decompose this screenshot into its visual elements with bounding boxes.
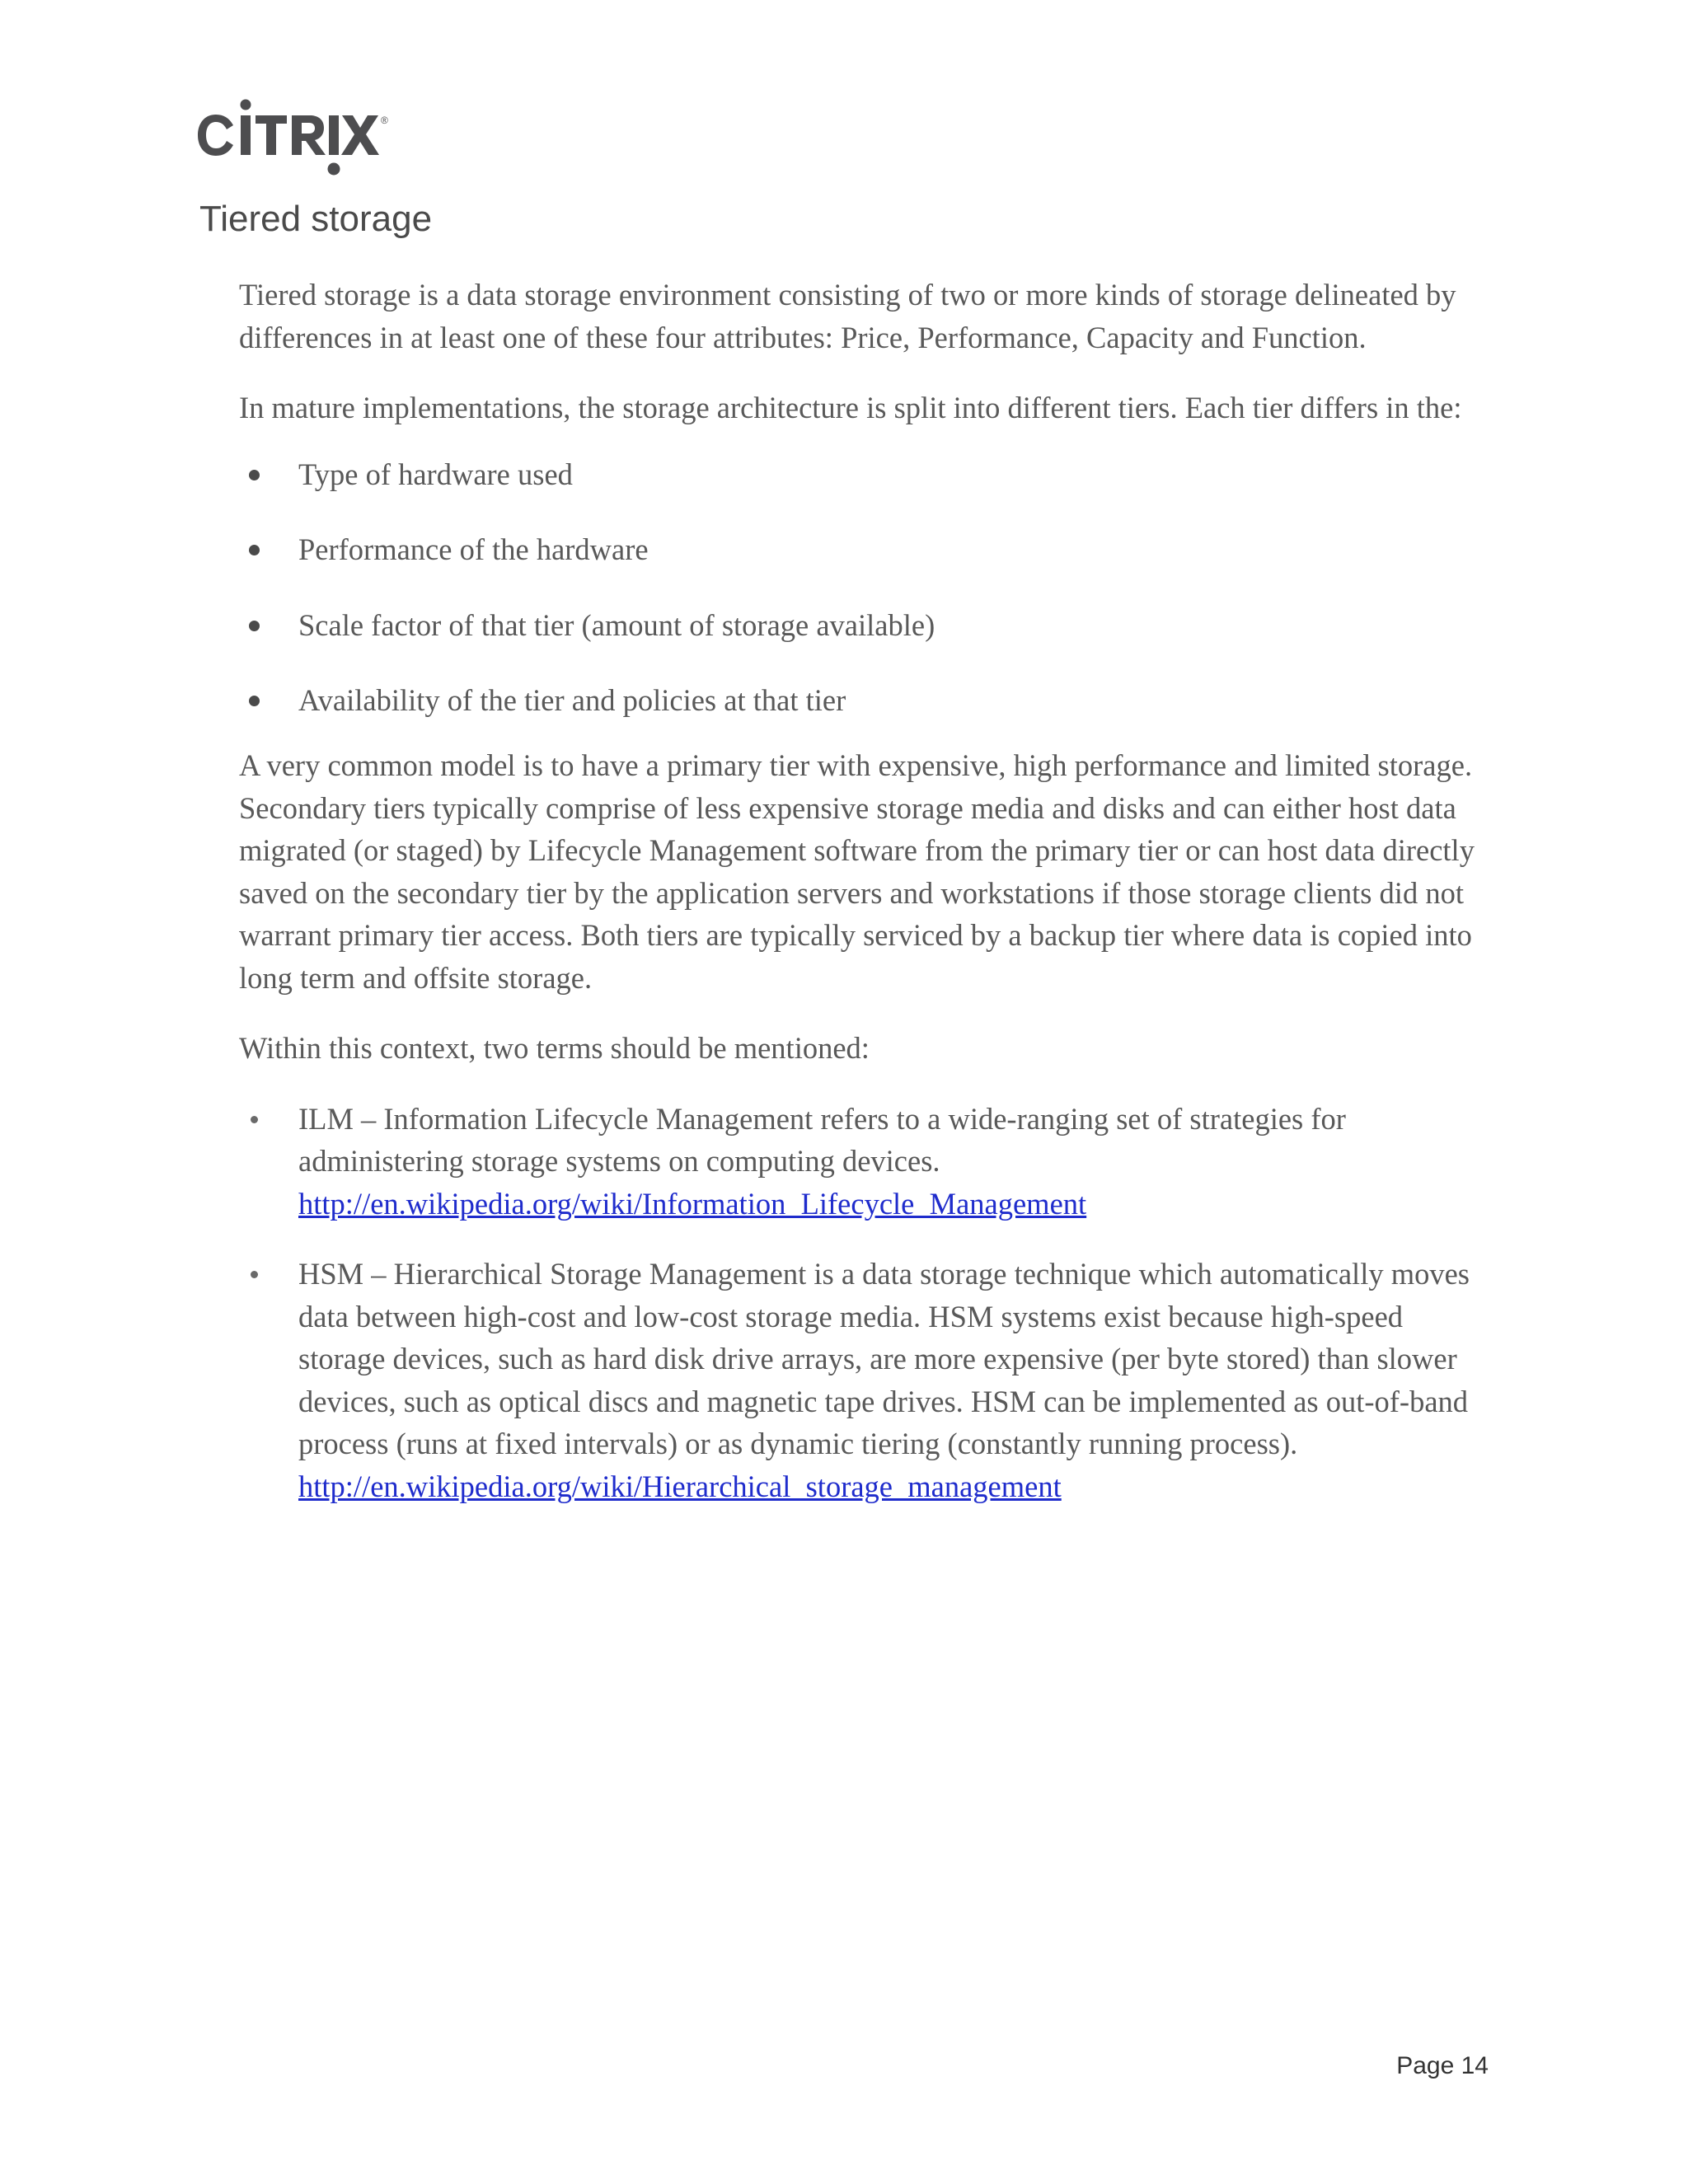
bullet-icon: [251, 1116, 258, 1123]
list-item-text: Scale factor of that tier (amount of storage available): [298, 607, 935, 642]
citrix-logo-mark: [198, 100, 379, 176]
term-ilm-text: ILM – Information Lifecycle Management refers to a wide-ranging set of strategies for administering storage systems on computing devices.: [298, 1101, 1346, 1178]
hsm-wikipedia-link[interactable]: http://en.wikipedia.org/wiki/Hierarchical_storage_management: [298, 1469, 1062, 1503]
bullet-icon: [251, 1271, 258, 1278]
bullet-icon: [249, 696, 260, 706]
term-hsm-text: HSM – Hierarchical Storage Management is a data storage technique which automatically moves data between high-cost and low-cost storage media. HSM systems exist because high-speed storage devices, such as hard disk drive arrays, are more expensive (per byte stored) than slower devices, such as optical discs and magnetic tape drives. HSM can be implemented as out-of-band process (runs at fixed intervals) or as dynamic tiering (constantly running process).: [298, 1257, 1470, 1460]
term-hsm: [239, 1253, 1496, 1507]
intro-paragraph: Tiered storage is a data storage environment consisting of two or more kinds of storage delineated by differences in at least one of these four attributes: Price, Performance, Capacity and Function.: [239, 278, 1456, 354]
term-ilm: [239, 1098, 1496, 1226]
terms-list: [239, 1098, 1496, 1508]
citrix-logo: [196, 92, 394, 183]
page-number: Page 14: [1396, 2052, 1489, 2079]
bullet-icon: [249, 621, 260, 631]
mature-implementations-paragraph: In mature implementations, the storage architecture is split into different tiers. Each tier differs in the:: [239, 391, 1462, 424]
document-body: [239, 274, 1496, 1507]
page-title: Tiered storage: [199, 199, 433, 239]
list-item-text: Availability of the tier and policies at that tier: [298, 683, 846, 717]
context-paragraph: Within this context, two terms should be mentioned:: [239, 1031, 870, 1065]
list-item: [239, 453, 1496, 529]
list-item: [239, 604, 1496, 680]
registered-mark: ®: [381, 115, 388, 126]
bullet-icon: [249, 470, 260, 480]
list-item-text: Type of hardware used: [298, 457, 573, 491]
list-item: [239, 528, 1496, 604]
bullet-icon: [249, 545, 260, 555]
list-item: [239, 679, 1496, 744]
ilm-wikipedia-link[interactable]: http://en.wikipedia.org/wiki/Information_Lifecycle_Management: [298, 1186, 1087, 1221]
common-model-paragraph: A very common model is to have a primary tier with expensive, high performance and limited storage. Secondary tiers typically comprise of less expensive storage media and disks and can either host data migrated (or staged) by Lifecycle Management software from the primary tier or can host data directly saved on the secondary tier by the application servers and workstations if those storage clients did not warrant primary tier access. Both tiers are typically serviced by a backup tier where data is copied into long term and offsite storage.: [239, 748, 1475, 995]
tier-differences-list: [239, 453, 1496, 745]
list-item-text: Performance of the hardware: [298, 532, 649, 566]
